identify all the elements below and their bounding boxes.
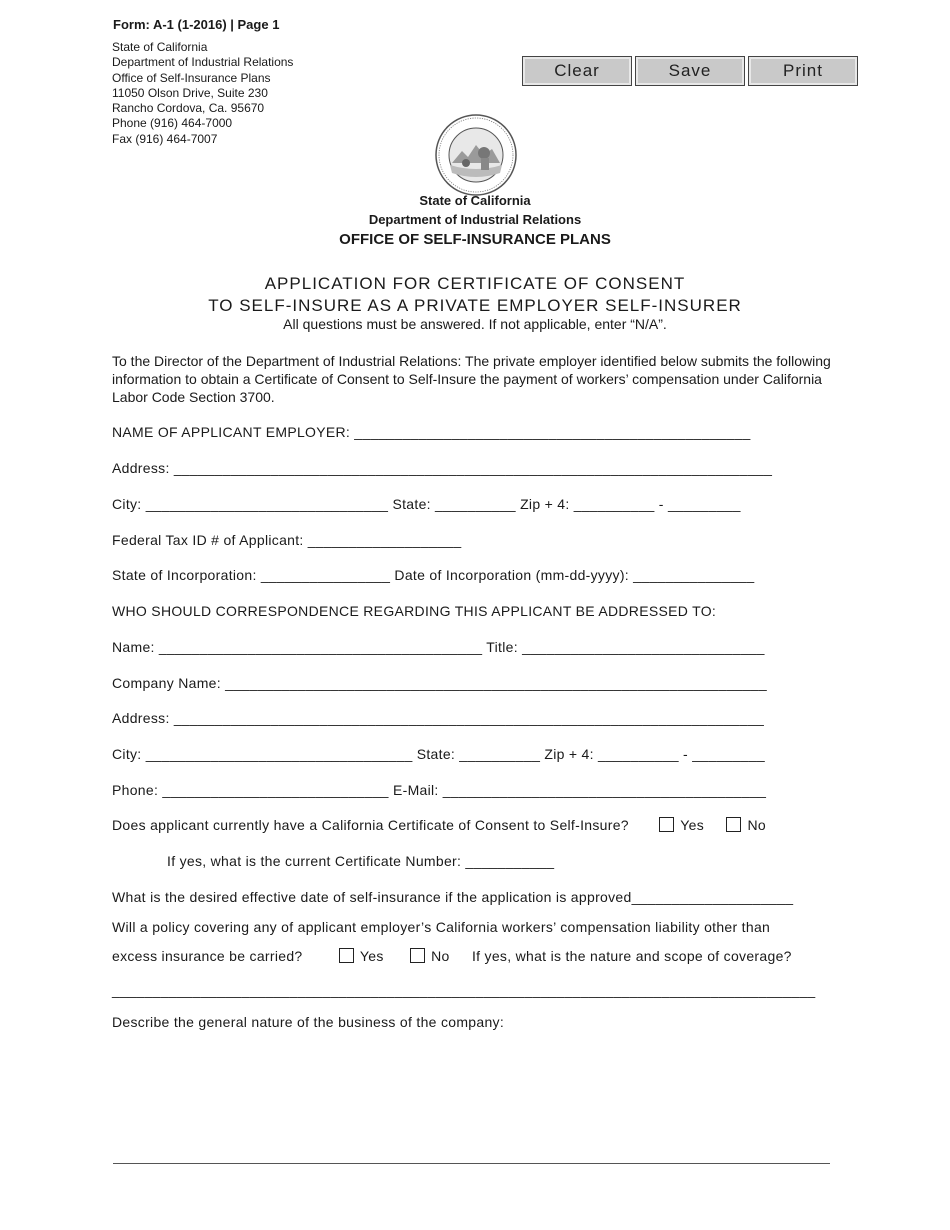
business-description-label: Describe the general nature of the business of the company:: [112, 1014, 505, 1030]
address-line: Department of Industrial Relations: [112, 55, 294, 70]
company-name-field[interactable]: Company Name: ___________________________________________________________________: [112, 675, 767, 691]
form-number: Form: A-1 (1-2016) | Page 1: [113, 17, 280, 32]
policy-question-label: excess insurance be carried?: [112, 948, 303, 964]
save-button[interactable]: Save: [635, 56, 745, 86]
has-certificate-question: [112, 817, 766, 833]
intro-paragraph: To the Director of the Department of Industrial Relations: The private employer identified below submits the following information to obtain a Certificate of Consent to Self-Insure the payment of workers’ compensation under California Labor Code Section 3700.: [112, 353, 831, 405]
incorporation-field[interactable]: State of Incorporation: ________________ Date of Incorporation (mm-dd-yyyy): _______________: [112, 567, 755, 583]
phone-email-field[interactable]: Phone: ____________________________ E-Mail: ________________________________________: [112, 782, 767, 798]
address-line: Rancho Cordova, Ca. 95670: [112, 101, 265, 116]
yes-label: Yes: [680, 817, 705, 833]
yes-label: Yes: [359, 948, 384, 964]
business-description-line[interactable]: [113, 1163, 830, 1164]
contact-city-state-zip-field[interactable]: City: _________________________________ State: __________ Zip + 4: __________ - _________: [112, 746, 765, 762]
tax-id-field[interactable]: Federal Tax ID # of Applicant: ___________________: [112, 532, 462, 548]
city-state-zip-field[interactable]: City: ______________________________ State: __________ Zip + 4: __________ - _________: [112, 496, 741, 512]
clear-button[interactable]: Clear: [522, 56, 632, 86]
office-address: [112, 40, 293, 147]
policy-yes-checkbox[interactable]: [339, 948, 354, 963]
certificate-number-field[interactable]: If yes, what is the current Certificate Number: ___________: [167, 853, 555, 869]
contact-address-field[interactable]: Address: _________________________________________________________________________: [112, 710, 765, 726]
address-field[interactable]: Address: __________________________________________________________________________: [112, 460, 773, 476]
no-label: No: [747, 817, 766, 833]
has-certificate-label: Does applicant currently have a California Certificate of Consent to Self-Insure?: [112, 817, 629, 833]
print-button[interactable]: Print: [748, 56, 858, 86]
form-instructions: All questions must be answered. If not applicable, enter “N/A”.: [283, 316, 667, 332]
header-state: State of California: [419, 193, 531, 208]
address-line: 11050 Olson Drive, Suite 230: [112, 85, 268, 100]
has-certificate-yes-checkbox[interactable]: [659, 817, 674, 832]
no-label: No: [431, 948, 450, 964]
policy-question: Will a policy covering any of applicant employer’s California workers’ compensation liability other than: [112, 919, 771, 935]
address-line: Phone (916) 464-7000: [112, 116, 233, 131]
policy-scope-field[interactable]: _______________________________________________________________________________________: [112, 982, 816, 998]
correspondence-heading: WHO SHOULD CORRESPONDENCE REGARDING THIS APPLICANT BE ADDRESSED TO:: [112, 603, 717, 619]
state-seal-icon: [434, 113, 518, 197]
header-department: Department of Industrial Relations: [368, 212, 582, 227]
effective-date-field[interactable]: What is the desired effective date of self-insurance if the application is approved____________________: [112, 889, 794, 905]
policy-question-line2: [112, 948, 792, 964]
address-line: State of California: [112, 40, 208, 54]
contact-name-title-field[interactable]: Name: ________________________________________ Title: ______________________________: [112, 639, 765, 655]
form-title-line2: TO SELF-INSURE AS A PRIVATE EMPLOYER SELF-INSURER: [208, 296, 742, 315]
policy-no-checkbox[interactable]: [410, 948, 425, 963]
address-line: Office of Self-Insurance Plans: [112, 70, 271, 85]
form-toolbar: [522, 56, 858, 86]
policy-scope-question: If yes, what is the nature and scope of coverage?: [471, 948, 792, 964]
employer-name-field[interactable]: NAME OF APPLICANT EMPLOYER: _________________________________________________: [112, 424, 751, 440]
form-title: APPLICATION FOR CERTIFICATE OF CONSENT: [264, 274, 686, 293]
address-line: Fax (916) 464-7007: [112, 131, 218, 146]
header-office: OFFICE OF SELF-INSURANCE PLANS: [339, 231, 611, 248]
has-certificate-no-checkbox[interactable]: [726, 817, 741, 832]
